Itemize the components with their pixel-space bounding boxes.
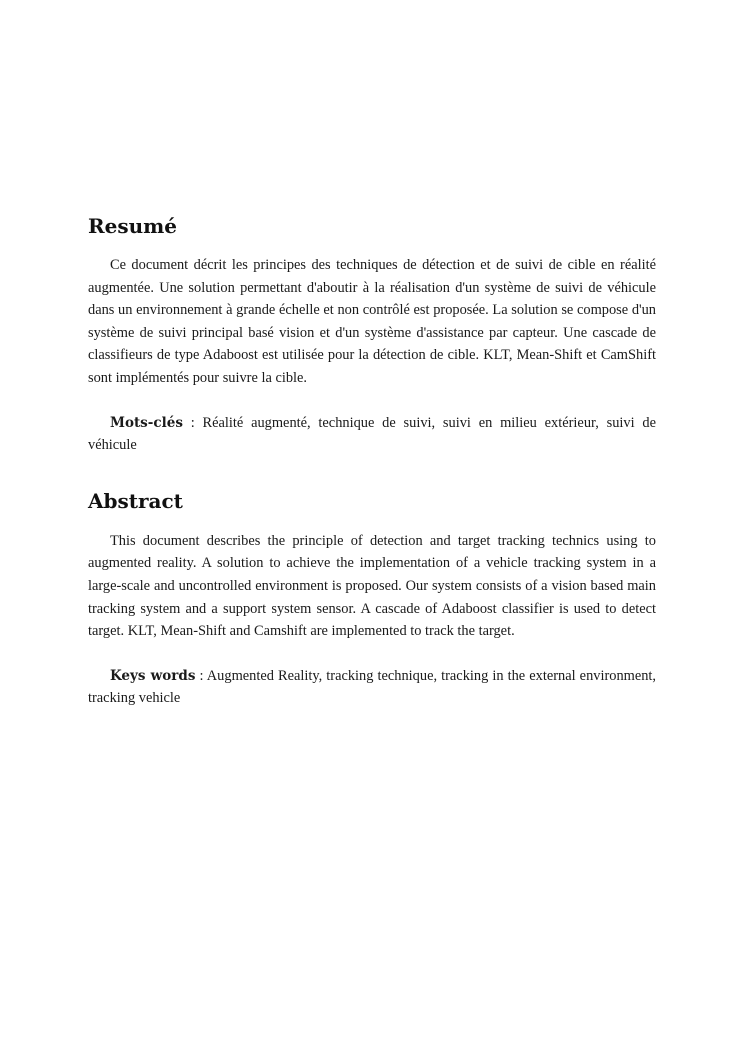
abstract-heading: Abstract <box>88 488 183 513</box>
resume-keywords-label: Mots-clés <box>110 414 183 431</box>
resume-section <box>88 212 656 457</box>
resume-keywords <box>88 412 656 457</box>
abstract-keywords-text: : Augmented Reality, tracking technique, tracking in the external environment, tracking vehicle <box>88 667 657 707</box>
abstract-keywords <box>88 665 656 710</box>
resume-heading: Resumé <box>88 214 178 238</box>
abstract-paragraph: This document describes the principle of detection and target tracking technics using to augmented reality. A solution to achieve the implementation of a vehicle tracking system in a large-scale and uncontrolled environment is proposed. Our system consists of a vision based main tracking system and a support system sensor. A cascade of Adaboost classifier is used to detect target. KLT, Mean-Shift and Camshift are implemented to track the target. <box>88 532 656 640</box>
resume-keywords-text: : Réalité augmenté, technique de suivi, suivi en milieu extérieur, suivi de véhicule <box>88 414 656 454</box>
resume-paragraph: Ce document décrit les principes des techniques de détection et de suivi de cible en réalité augmentée. Une solution permettant d'aboutir à la réalisation d'un système de suivi de véhicule dans un environnement à grande échelle et non contrôlé est proposée. La solution se compose d'un système de suivi principal basé vision et d'un système d'assistance par capteur. Une cascade de classifieurs de type Adaboost est utilisée pour la détection de cible. KLT, Mean-Shift et CamShift sont implémentés pour suivre la cible. <box>88 257 656 386</box>
document-page <box>88 212 656 710</box>
abstract-keywords-label: Keys words <box>110 667 196 684</box>
abstract-section <box>88 487 656 710</box>
